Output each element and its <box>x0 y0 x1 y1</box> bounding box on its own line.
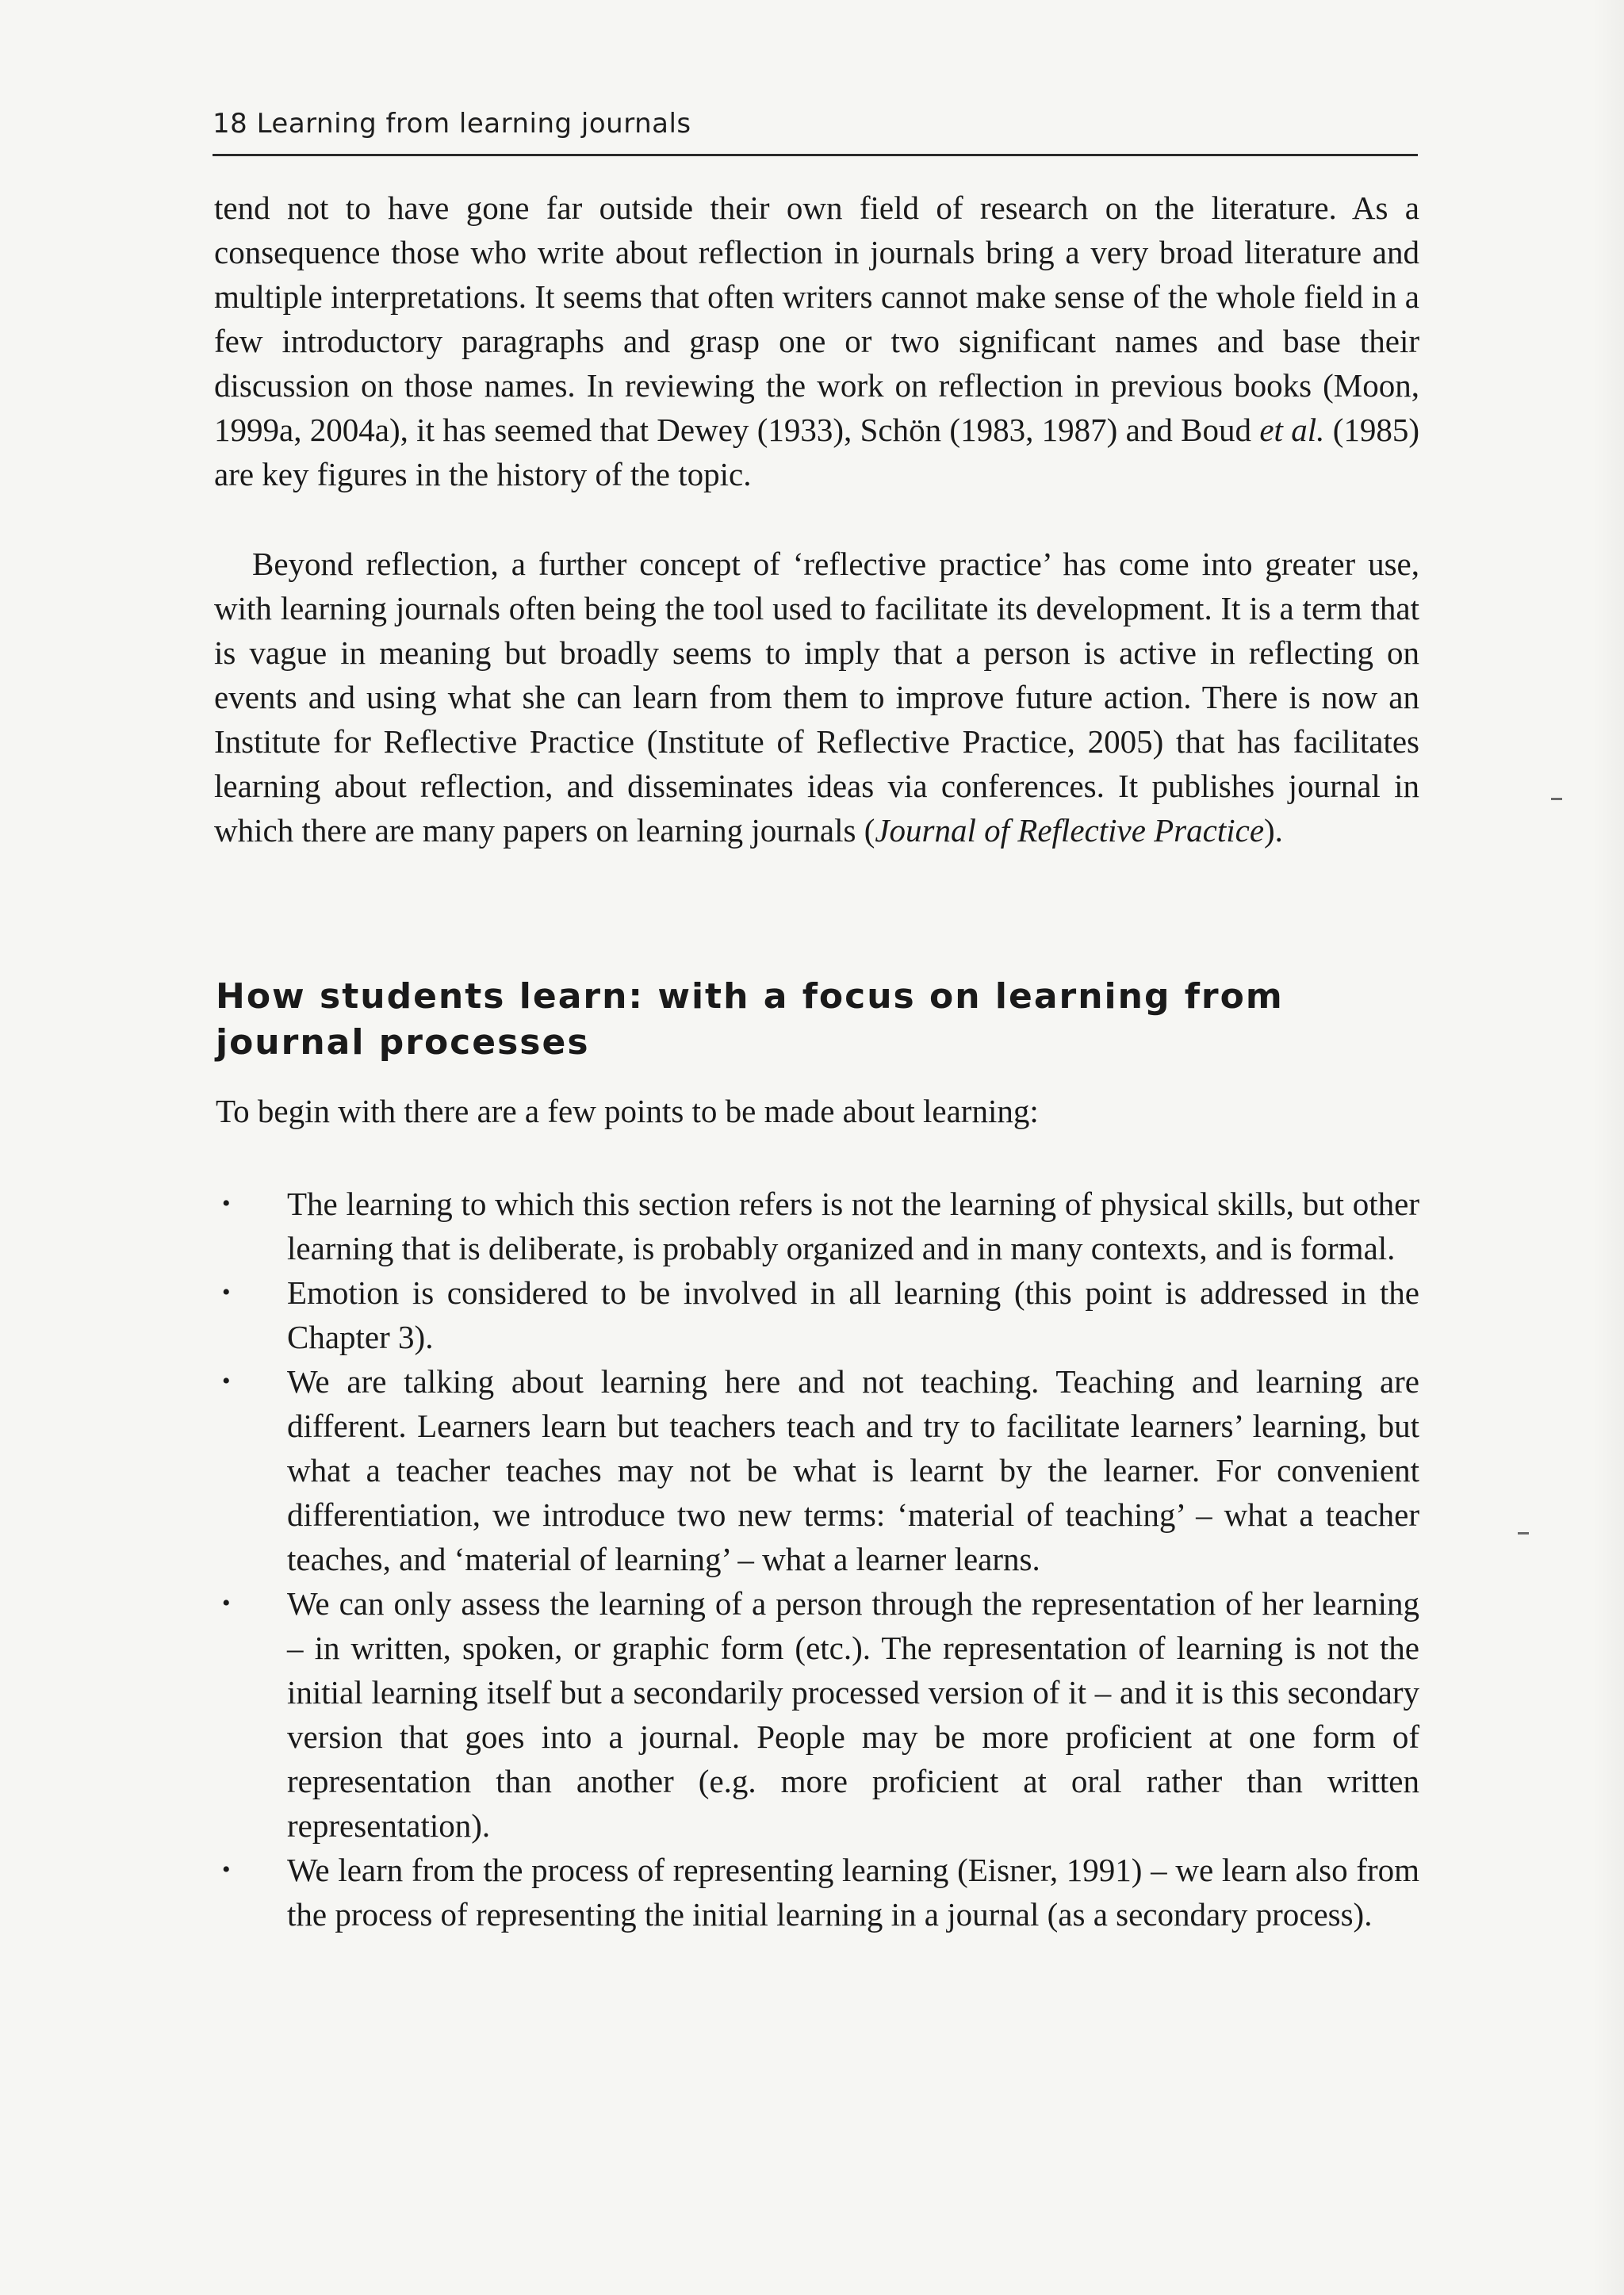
bullet-icon: • <box>222 1279 231 1305</box>
section-heading: How students learn: with a focus on learning from journal processes <box>216 976 1284 1063</box>
list-item <box>214 1270 1419 1359</box>
list-item <box>214 1581 1419 1848</box>
list-item-text: The learning to which this section refers is not the learning of physical skills, but other learning that is deliberate, is probably organized and in many contexts, and is formal. <box>287 1186 1419 1266</box>
paragraph-1-text: tend not to have gone far outside their own field of research on the literature. As a consequence those who write about reflection in journals bring a very broad literature and multiple interpretations. It seems that often writers cannot make sense of the whole field in a few introductory paragraphs and grasp one or two significant names and base their discussion on those names. In reviewing the work on reflection in previous books (Moon, 1999a, 2004a), it has seemed that Dewey (1933), Schön (1983, 1987) and Boud <box>214 190 1419 448</box>
scan-mark <box>1551 798 1562 800</box>
paragraph-2 <box>214 542 1419 852</box>
list-item-text: Emotion is considered to be involved in all learning (this point is addressed in the Chapter 3). <box>287 1274 1419 1355</box>
list-item <box>214 1848 1419 1937</box>
bullet-icon: • <box>222 1856 231 1883</box>
journal-title-italic: Journal of Reflective Practice <box>875 812 1265 849</box>
list-item-text: We can only assess the learning of a person through the representation of her learning – in written, spoken, or graphic form (etc.). The representation of learning is not the initial learning itself but a secondarily processed version of it – and it is this secondary version that goes into a journal. People may be more proficient at one form of representation than another (e.g. more proficient at oral rather than written representation). <box>287 1585 1419 1844</box>
running-head-text: 18 Learning from learning journals <box>213 108 691 140</box>
scan-mark <box>1518 1532 1529 1534</box>
paragraph-1 <box>214 186 1419 496</box>
bullet-icon: • <box>222 1190 231 1216</box>
paragraph-2-text-end: ). <box>1264 812 1283 849</box>
header-rule <box>213 154 1418 156</box>
paragraph-2-text: Beyond reflection, a further concept of ‘reflective practice’ has come into greater use, with learning journals often being the tool used to facilitate its development. It is a term that is vague in meaning but broadly seems to imply that a person is active in reflecting on events and using what she can learn from them to improve future action. There is now an Institute for Reflective Practice (Institute of Reflective Practice, 2005) that has facilitates learning about reflection, and disseminates ideas via conferences. It publishes journal in which there are many papers on learning journals ( <box>214 546 1419 849</box>
bullet-icon: • <box>222 1368 231 1394</box>
scan-edge-shadow <box>1592 0 1624 2295</box>
bullet-icon: • <box>222 1590 231 1616</box>
list-item <box>214 1182 1419 1270</box>
section-intro: To begin with there are a few points to be made about learning: <box>216 1093 1039 1129</box>
list-item <box>214 1359 1419 1581</box>
paragraph-1-italic: et al. <box>1259 412 1325 448</box>
running-header <box>213 108 1418 157</box>
list-item-text: We learn from the process of representing learning (Eisner, 1991) – we learn also from the process of representing the initial learning in a journal (as a secondary process). <box>287 1852 1419 1933</box>
list-item-text: We are talking about learning here and not teaching. Teaching and learning are different. Learners learn but teachers teach and try to facilitate learners’ learning, but what a teacher teaches may not be what is learnt by the learner. For convenient differentiation, we introduce two new terms: ‘material of teaching’ – what a teacher teaches, and ‘material of learning’ – what a learner learns. <box>287 1363 1419 1577</box>
paragraph-1-text-end: (1985) are key figures in the history of the topic. <box>214 412 1419 492</box>
bullet-list <box>214 1182 1419 1937</box>
